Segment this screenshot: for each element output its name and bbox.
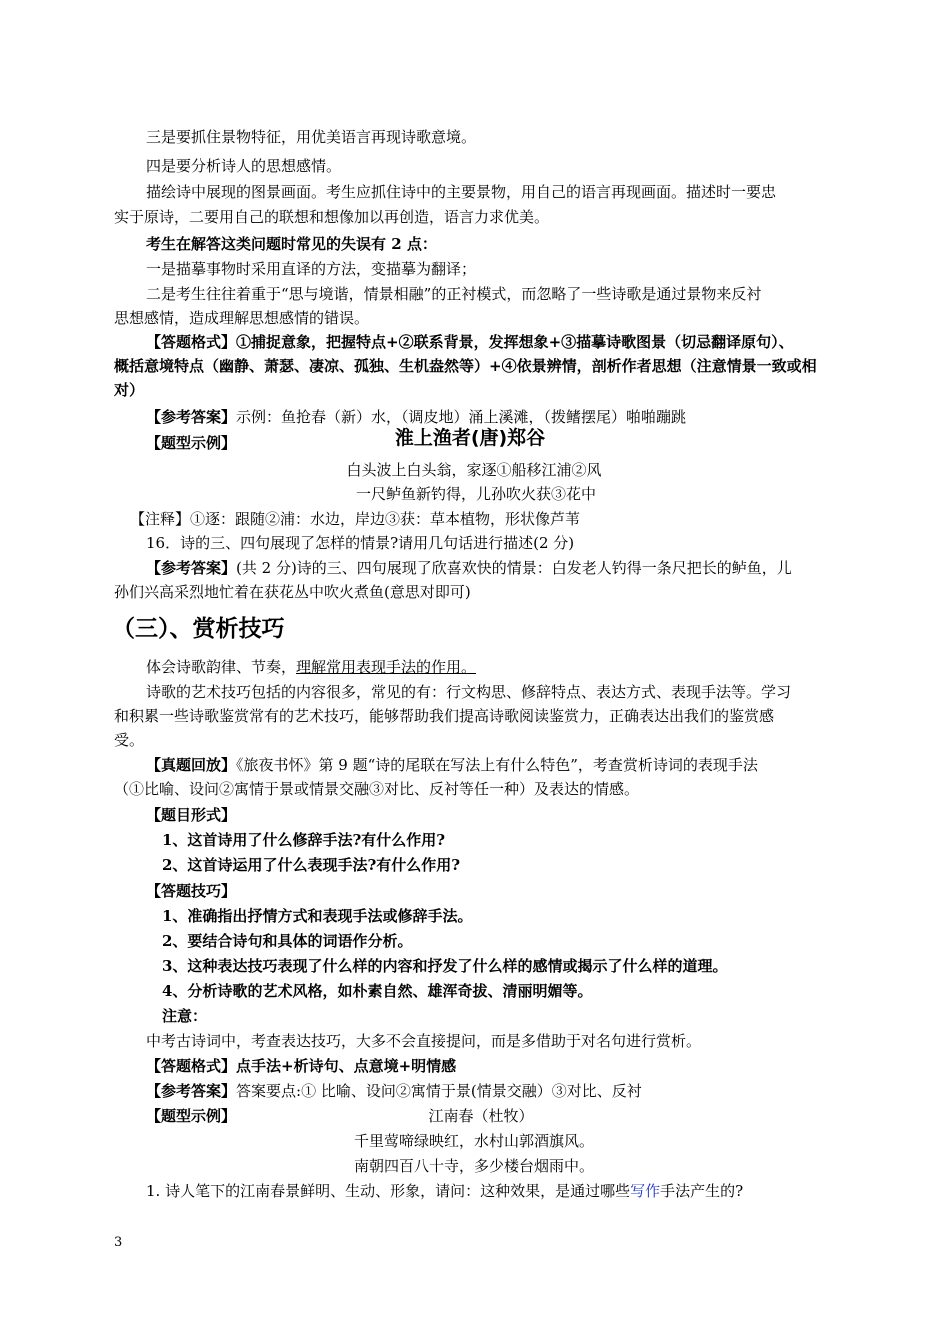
paragraph: 实于原诗，二要用自己的联想和想像加以再创造，语言力求优美。 xyxy=(114,208,550,226)
text: 答案要点:① 比喻、设问②寓情于景(情景交融）③对比、反衬 xyxy=(236,1082,642,1100)
answer-format: 概括意境特点（幽静、萧瑟、凄凉、孤独、生机盎然等）+④依景辨情，剖析作者思想（注意情景一致或相 xyxy=(114,357,817,375)
paragraph: 诗歌的艺术技巧包括的内容很多，常见的有：行文构思、修辞特点、表达方式、表现手法等。学习 xyxy=(146,683,792,701)
paragraph: （①比喻、设问②寓情于景或情景交融③对比、反衬等任一种）及表达的情感。 xyxy=(114,780,640,798)
text: (共 2 分)诗的三、四句展现了欣喜欢快的情景：白发老人钓得一条尺把长的鲈鱼，儿 xyxy=(236,559,792,577)
page-number: 3 xyxy=(114,1235,123,1250)
paragraph: 思想感情，造成理解思想感情的错误。 xyxy=(114,309,370,327)
paragraph-heading: 考生在解答这类问题时常见的失误有 2 点： xyxy=(146,235,437,253)
section-heading: （三）、赏析技巧 xyxy=(112,616,285,642)
text: 《旅夜书怀》第 9 题“诗的尾联在写法上有什么特色”，考查赏析诗词的表现手法 xyxy=(236,756,758,774)
paragraph: 受。 xyxy=(114,731,145,749)
poem-line: 千里莺啼绿映红，水村山郭酒旗风。 xyxy=(353,1132,594,1150)
label: 【参考答案】 xyxy=(146,408,237,426)
reference-answer xyxy=(146,1080,876,1102)
poem-title: 江南春（杜牧） xyxy=(428,1107,534,1125)
text: 1. 诗人笔下的江南春景鲜明、生动、形象，请问：这种效果，是通过哪些 xyxy=(146,1182,631,1200)
subheading: 【题目形式】 xyxy=(146,806,237,824)
paragraph: 三是要抓住景物特征，用优美语言再现诗歌意境。 xyxy=(146,128,477,146)
answer-format: 对） xyxy=(114,381,145,399)
subheading: 【答题技巧】 xyxy=(146,882,237,900)
list-item: 3、这种表达技巧表现了什么样的内容和抒发了什么样的感情或揭示了什么样的道理。 xyxy=(162,957,728,975)
poem-title: 淮上渔者(唐)郑谷 xyxy=(394,427,546,449)
annotation: 【注释】①逐：跟随②浦：水边，岸边③获：草本植物，形状像芦苇 xyxy=(130,510,581,528)
example-label: 【题型示例】 xyxy=(146,1107,237,1125)
text: 体会诗歌韵律、节奏， xyxy=(146,658,297,676)
poem-line: 南朝四百八十寺，多少楼台烟雨中。 xyxy=(353,1157,594,1175)
answer-format: 【答题格式】①捕捉意象，把握特点+②联系背景，发挥想象+③描摹诗歌图景（切忌翻译原句）、 xyxy=(146,333,794,351)
paragraph: 描绘诗中展现的图景画面。考生应抓住诗中的主要景物，用自己的语言再现画面。描述时一要忠 xyxy=(146,183,777,201)
paragraph: 一是描摹事物时采用直译的方法，变描摹为翻译； xyxy=(146,260,477,278)
poem-line: 白头波上白头翁，家逐①船移江浦②风 xyxy=(346,461,602,479)
question: 16．诗的三、四句展现了怎样的情景?请用几句话进行描述(2 分) xyxy=(146,534,575,552)
exam-review xyxy=(146,754,876,776)
list-item: 4、分析诗歌的艺术风格，如朴素自然、雄浑奇拔、清丽明媚等。 xyxy=(162,982,593,1000)
paragraph xyxy=(146,656,876,678)
paragraph: 孙们兴高采烈地忙着在获花丛中吹火煮鱼(意思对即可) xyxy=(114,583,471,601)
list-item: 1、准确指出抒情方式和表现手法或修辞手法。 xyxy=(162,907,473,925)
note-label: 注意： xyxy=(162,1007,208,1025)
list-item: 2、要结合诗句和具体的词语作分析。 xyxy=(162,932,413,950)
paragraph: 和积累一些诗歌鉴赏常有的艺术技巧，能够帮助我们提高诗歌阅读鉴赏力，正确表达出我们的鉴赏感 xyxy=(114,707,775,725)
paragraph: 二是考生往往着重于“思与境谐，情景相融”的正衬模式，而忽略了一些诗歌是通过景物来反衬 xyxy=(146,285,762,303)
reference-answer xyxy=(146,557,876,579)
underlined-text: 理解常用表现手法的作用。 xyxy=(296,658,477,676)
reference-answer xyxy=(146,406,876,428)
text: 示例：鱼抢春（新）水，（调皮地）涌上溪滩，（拨鳍摆尾）啪啪蹦跳 xyxy=(236,408,687,426)
example-label: 【题型示例】 xyxy=(146,434,237,452)
hyperlink-text[interactable]: 写作 xyxy=(630,1182,661,1200)
paragraph: 中考古诗词中，考查表达技巧，大多不会直接提问，而是多借助于对名句进行赏析。 xyxy=(146,1032,702,1050)
list-item: 2、这首诗运用了什么表现手法?有什么作用? xyxy=(162,856,461,874)
label: 【真题回放】 xyxy=(146,756,237,774)
paragraph: 四是要分析诗人的思想感情。 xyxy=(146,157,342,175)
poem-line: 一尺鲈鱼新钓得，儿孙吹火获③花中 xyxy=(355,485,596,503)
label: 【参考答案】 xyxy=(146,1082,237,1100)
list-item: 1、这首诗用了什么修辞手法?有什么作用? xyxy=(162,831,446,849)
question xyxy=(146,1180,876,1202)
answer-format: 【答题格式】点手法+析诗句、点意境+明情感 xyxy=(146,1057,457,1075)
text: 手法产生的? xyxy=(660,1182,744,1200)
label: 【参考答案】 xyxy=(146,559,237,577)
